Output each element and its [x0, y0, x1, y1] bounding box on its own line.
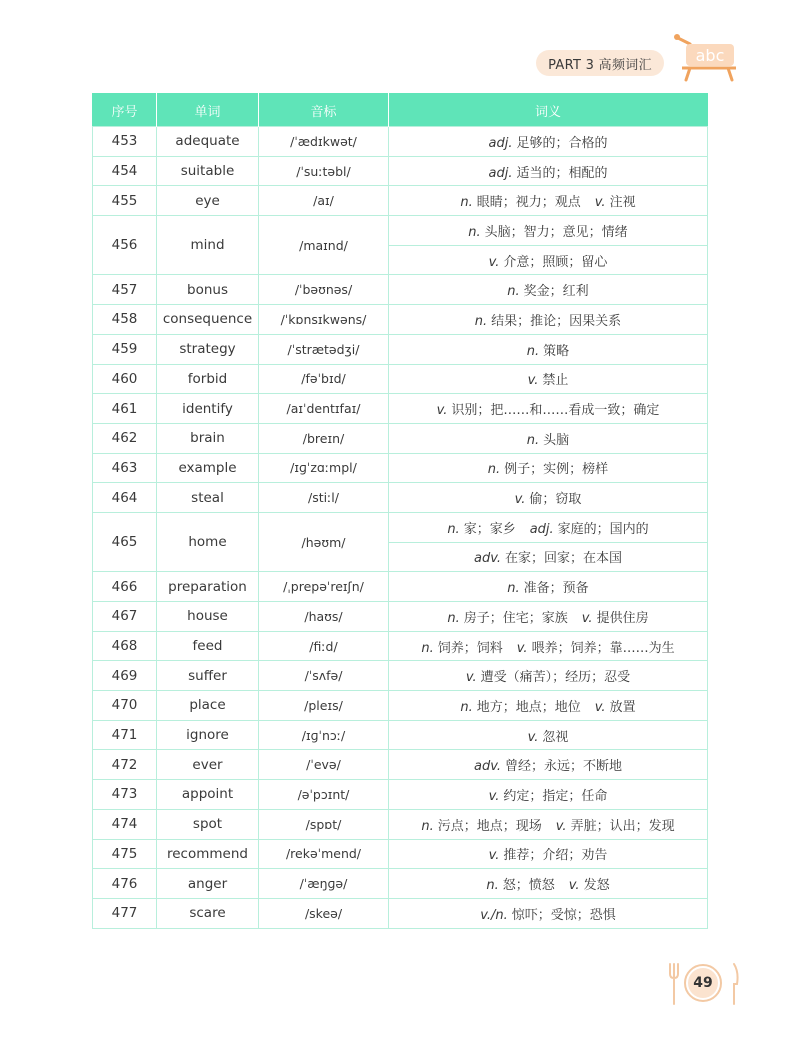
- word: recommend: [157, 839, 259, 869]
- word: eye: [157, 186, 259, 216]
- part-of-speech: v.: [436, 403, 448, 419]
- meaning: [389, 394, 708, 424]
- table-row: [93, 334, 708, 364]
- table-row: [93, 512, 708, 542]
- part-of-speech: v.: [514, 492, 526, 508]
- meaning-text: 例子；实例；榜样: [504, 462, 609, 478]
- meaning-text: 结果；推论；因果关系: [491, 313, 622, 329]
- phonetic: /ˈæŋɡə/: [259, 869, 389, 899]
- word-number: 468: [93, 631, 157, 661]
- meaning-segment: [488, 462, 608, 477]
- part-of-speech: v.: [465, 670, 477, 686]
- page-number-badge: [668, 962, 740, 1006]
- meaning: [389, 631, 708, 661]
- meaning-text: 介意；照顾；留心: [503, 254, 608, 270]
- part-of-speech: n.: [447, 521, 460, 537]
- part-of-speech: adj.: [488, 165, 513, 181]
- word: steal: [157, 483, 259, 513]
- word-number: 475: [93, 839, 157, 869]
- word: spot: [157, 809, 259, 839]
- meaning-text: 惊吓；受惊；恐惧: [511, 907, 616, 923]
- word: strategy: [157, 334, 259, 364]
- column-header-word: 单词: [157, 94, 259, 127]
- meaning-segment: [474, 551, 622, 566]
- meaning-text: 眼睛；视力；观点: [476, 195, 581, 211]
- word-number: 453: [93, 127, 157, 157]
- word-number: 454: [93, 156, 157, 186]
- phonetic: /stiːl/: [259, 483, 389, 513]
- part-of-speech: n.: [460, 699, 473, 715]
- part-of-speech: n.: [507, 581, 520, 597]
- meaning-segment: [447, 611, 567, 626]
- word: identify: [157, 394, 259, 424]
- meaning: [389, 245, 708, 275]
- table-row: [93, 364, 708, 394]
- table-row: [93, 691, 708, 721]
- part-of-speech: n.: [526, 343, 540, 359]
- column-header-meaning: 词义: [389, 94, 708, 127]
- word-number: 476: [93, 869, 157, 899]
- meaning-text: 提供住房: [596, 610, 649, 626]
- meaning: [389, 542, 708, 572]
- phonetic: /fəˈbɪd/: [259, 364, 389, 394]
- meaning-segment: [466, 670, 630, 685]
- meaning-text: 弄脏；认出；发现: [570, 818, 675, 834]
- table-row: [93, 631, 708, 661]
- meaning: [389, 602, 708, 632]
- meaning: [389, 364, 708, 394]
- table-row: [93, 661, 708, 691]
- table-header-row: [93, 94, 708, 127]
- part-of-speech: v.: [594, 195, 606, 211]
- word: home: [157, 512, 259, 571]
- meaning: [389, 423, 708, 453]
- part-of-speech: v.: [516, 640, 528, 656]
- word-number: 469: [93, 661, 157, 691]
- word-number: 459: [93, 334, 157, 364]
- table-row: [93, 898, 708, 928]
- part-of-speech: n.: [507, 284, 520, 300]
- phonetic: /ˈbəʊnəs/: [259, 275, 389, 305]
- word: ever: [157, 750, 259, 780]
- meaning-text: 忽视: [542, 729, 569, 745]
- table-row: [93, 839, 708, 869]
- meaning-segment: [447, 522, 515, 537]
- meaning-segment: [517, 641, 675, 656]
- word-number: 472: [93, 750, 157, 780]
- meaning-text: 准备；预备: [523, 581, 589, 597]
- meaning: [389, 483, 708, 513]
- meaning-text: 怒；愤怒: [502, 878, 555, 894]
- part-of-speech: adv.: [474, 551, 501, 567]
- meaning-text: 偷；窃取: [529, 492, 582, 508]
- meaning-segment: [486, 878, 554, 893]
- phonetic: /rekəˈmend/: [259, 839, 389, 869]
- part-of-speech: n.: [468, 224, 481, 240]
- word: mind: [157, 216, 259, 275]
- part-of-speech: n.: [526, 432, 540, 448]
- part-of-speech: n.: [421, 640, 434, 656]
- meaning-segment: [489, 136, 608, 151]
- table-row: [93, 423, 708, 453]
- meaning-text: 奖金；红利: [523, 284, 589, 300]
- part-label: PART 3 高频词汇: [536, 50, 664, 76]
- phonetic: /haʊs/: [259, 602, 389, 632]
- abc-text: abc: [695, 46, 725, 65]
- part-of-speech: n.: [474, 313, 488, 329]
- phonetic: /ɪɡˈzɑːmpl/: [259, 453, 389, 483]
- meaning: [389, 186, 708, 216]
- meaning-segment: [530, 522, 649, 537]
- part-of-speech: v.: [568, 878, 580, 894]
- meaning-text: 曾经；永远；不断地: [504, 759, 622, 775]
- phonetic: /pleɪs/: [259, 691, 389, 721]
- table-row: [93, 127, 708, 157]
- meaning-segment: [468, 225, 627, 240]
- meaning-text: 推荐；介绍；劝告: [503, 848, 608, 864]
- meaning-text: 喂养；饲养；靠……为生: [531, 640, 675, 656]
- table-row: [93, 869, 708, 899]
- word: house: [157, 602, 259, 632]
- meaning-text: 家；家乡: [463, 521, 516, 537]
- meaning: [389, 750, 708, 780]
- word: feed: [157, 631, 259, 661]
- meaning-segment: [475, 314, 621, 329]
- meaning: [389, 127, 708, 157]
- phonetic: /breɪn/: [259, 423, 389, 453]
- table-row: [93, 483, 708, 513]
- meaning-segment: [515, 492, 582, 507]
- part-of-speech: n.: [460, 195, 473, 211]
- meaning-text: 放置: [609, 699, 636, 715]
- part-of-speech: v.: [488, 254, 500, 270]
- phonetic: /ˈsʌfə/: [259, 661, 389, 691]
- phonetic: /aɪ/: [259, 186, 389, 216]
- meaning-segment: [421, 819, 541, 834]
- meaning-text: 足够的；合格的: [516, 135, 608, 151]
- meaning-text: 策略: [543, 343, 570, 359]
- word-number: 460: [93, 364, 157, 394]
- meaning: [389, 809, 708, 839]
- phonetic: /ˌprepəˈreɪʃn/: [259, 572, 389, 602]
- meaning-segment: [489, 789, 608, 804]
- part-of-speech: v.: [488, 788, 500, 804]
- vocabulary-table: [92, 93, 708, 929]
- word-number: 465: [93, 512, 157, 571]
- table-row: [93, 305, 708, 335]
- meaning: [389, 780, 708, 810]
- meaning-segment: [460, 195, 580, 210]
- part-of-speech: n.: [487, 462, 501, 478]
- meaning-segment: [489, 255, 608, 270]
- meaning-segment: [528, 730, 569, 745]
- page-number: 49: [688, 968, 718, 998]
- word: adequate: [157, 127, 259, 157]
- meaning-segment: [595, 700, 636, 715]
- word-number: 470: [93, 691, 157, 721]
- meaning-text: 约定；指定；任命: [503, 788, 608, 804]
- word-number: 455: [93, 186, 157, 216]
- meaning-segment: [528, 373, 569, 388]
- word: consequence: [157, 305, 259, 335]
- phonetic: /skeə/: [259, 898, 389, 928]
- word: appoint: [157, 780, 259, 810]
- meaning: [389, 275, 708, 305]
- table-row: [93, 572, 708, 602]
- word-number: 462: [93, 423, 157, 453]
- meaning-text: 注视: [609, 195, 636, 211]
- table-row: [93, 780, 708, 810]
- word: place: [157, 691, 259, 721]
- meaning-segment: [437, 403, 660, 418]
- meaning-text: 识别；把……和……看成一致；确定: [451, 403, 660, 419]
- phonetic: /ˈkɒnsɪkwəns/: [259, 305, 389, 335]
- word: suitable: [157, 156, 259, 186]
- meaning-segment: [489, 848, 608, 863]
- phonetic: /aɪˈdentɪfaɪ/: [259, 394, 389, 424]
- word-number: 463: [93, 453, 157, 483]
- meaning-text: 家庭的；国内的: [557, 521, 649, 537]
- part-of-speech: v.: [527, 373, 539, 389]
- meaning-text: 发怒: [583, 878, 610, 894]
- word: forbid: [157, 364, 259, 394]
- part-of-speech: n.: [421, 818, 434, 834]
- meaning: [389, 334, 708, 364]
- word: preparation: [157, 572, 259, 602]
- table-row: [93, 602, 708, 632]
- word-number: 473: [93, 780, 157, 810]
- meaning-text: 头脑: [543, 432, 570, 448]
- meaning-segment: [582, 611, 649, 626]
- phonetic: /spɒt/: [259, 809, 389, 839]
- meaning: [389, 661, 708, 691]
- part-of-speech: n.: [486, 878, 499, 894]
- meaning-segment: [507, 284, 588, 299]
- meaning-segment: [569, 878, 610, 893]
- meaning: [389, 572, 708, 602]
- phonetic: /ˈædɪkwət/: [259, 127, 389, 157]
- meaning: [389, 216, 708, 246]
- word: example: [157, 453, 259, 483]
- meaning-segment: [474, 759, 622, 774]
- meaning-segment: [489, 166, 608, 181]
- part-of-speech: adj.: [488, 135, 513, 151]
- meaning-text: 适当的；相配的: [516, 165, 608, 181]
- meaning-segment: [527, 344, 569, 359]
- table-row: [93, 809, 708, 839]
- column-header-number: 序号: [93, 94, 157, 127]
- phonetic: /əˈpɔɪnt/: [259, 780, 389, 810]
- meaning: [389, 305, 708, 335]
- meaning: [389, 839, 708, 869]
- table-row: [93, 186, 708, 216]
- part-of-speech: v.: [527, 729, 539, 745]
- fork-icon: [668, 962, 680, 1006]
- meaning-segment: [480, 908, 616, 923]
- word: ignore: [157, 720, 259, 750]
- meaning-text: 头脑；智力；意见；情绪: [484, 224, 628, 240]
- meaning: [389, 453, 708, 483]
- phonetic: /fiːd/: [259, 631, 389, 661]
- meaning: [389, 512, 708, 542]
- phonetic: /həʊm/: [259, 512, 389, 571]
- meaning: [389, 869, 708, 899]
- meaning: [389, 156, 708, 186]
- part-of-speech: v.: [555, 818, 567, 834]
- table-row: [93, 216, 708, 246]
- meaning-segment: [507, 581, 588, 596]
- meaning-text: 禁止: [542, 373, 569, 389]
- phonetic: /ɪɡˈnɔː/: [259, 720, 389, 750]
- table-row: [93, 720, 708, 750]
- word: bonus: [157, 275, 259, 305]
- word-number: 477: [93, 898, 157, 928]
- word: brain: [157, 423, 259, 453]
- meaning-text: 遭受（痛苦）；经历；忍受: [480, 670, 631, 686]
- word: scare: [157, 898, 259, 928]
- meaning-text: 地方；地点；地位: [476, 699, 581, 715]
- phonetic: /ˈevə/: [259, 750, 389, 780]
- part-of-speech: v./n.: [480, 907, 508, 923]
- phonetic: /ˈsuːtəbl/: [259, 156, 389, 186]
- part-of-speech: n.: [447, 610, 460, 626]
- word-number: 457: [93, 275, 157, 305]
- word-number: 464: [93, 483, 157, 513]
- meaning: [389, 898, 708, 928]
- meaning-segment: [421, 641, 502, 656]
- meaning-text: 污点；地点；现场: [437, 818, 542, 834]
- part-of-speech: v.: [594, 699, 606, 715]
- word-number: 456: [93, 216, 157, 275]
- meaning-text: 在家；回家；在本国: [504, 551, 622, 567]
- word: anger: [157, 869, 259, 899]
- part-of-speech: v.: [581, 610, 593, 626]
- abc-book-icon: [672, 30, 744, 82]
- word-number: 458: [93, 305, 157, 335]
- table-row: [93, 156, 708, 186]
- meaning-segment: [556, 819, 675, 834]
- table-row: [93, 750, 708, 780]
- meaning-segment: [460, 700, 580, 715]
- meaning-text: 房子；住宅；家族: [463, 610, 568, 626]
- word-number: 461: [93, 394, 157, 424]
- word-number: 471: [93, 720, 157, 750]
- meaning-text: 饲养；饲料: [437, 640, 503, 656]
- table-row: [93, 275, 708, 305]
- part-of-speech: v.: [488, 848, 500, 864]
- knife-icon: [728, 962, 740, 1006]
- table-body: [93, 127, 708, 929]
- phonetic: /maɪnd/: [259, 216, 389, 275]
- meaning-segment: [527, 433, 569, 448]
- word-number: 466: [93, 572, 157, 602]
- word: suffer: [157, 661, 259, 691]
- word-number: 474: [93, 809, 157, 839]
- part-of-speech: adv.: [474, 759, 501, 775]
- meaning-segment: [595, 195, 636, 210]
- part-of-speech: adj.: [529, 521, 554, 537]
- meaning: [389, 720, 708, 750]
- word-number: 467: [93, 602, 157, 632]
- meaning: [389, 691, 708, 721]
- column-header-phonetic: 音标: [259, 94, 389, 127]
- table-row: [93, 394, 708, 424]
- page-circle: [684, 964, 722, 1002]
- phonetic: /ˈstrætədʒi/: [259, 334, 389, 364]
- table-row: [93, 453, 708, 483]
